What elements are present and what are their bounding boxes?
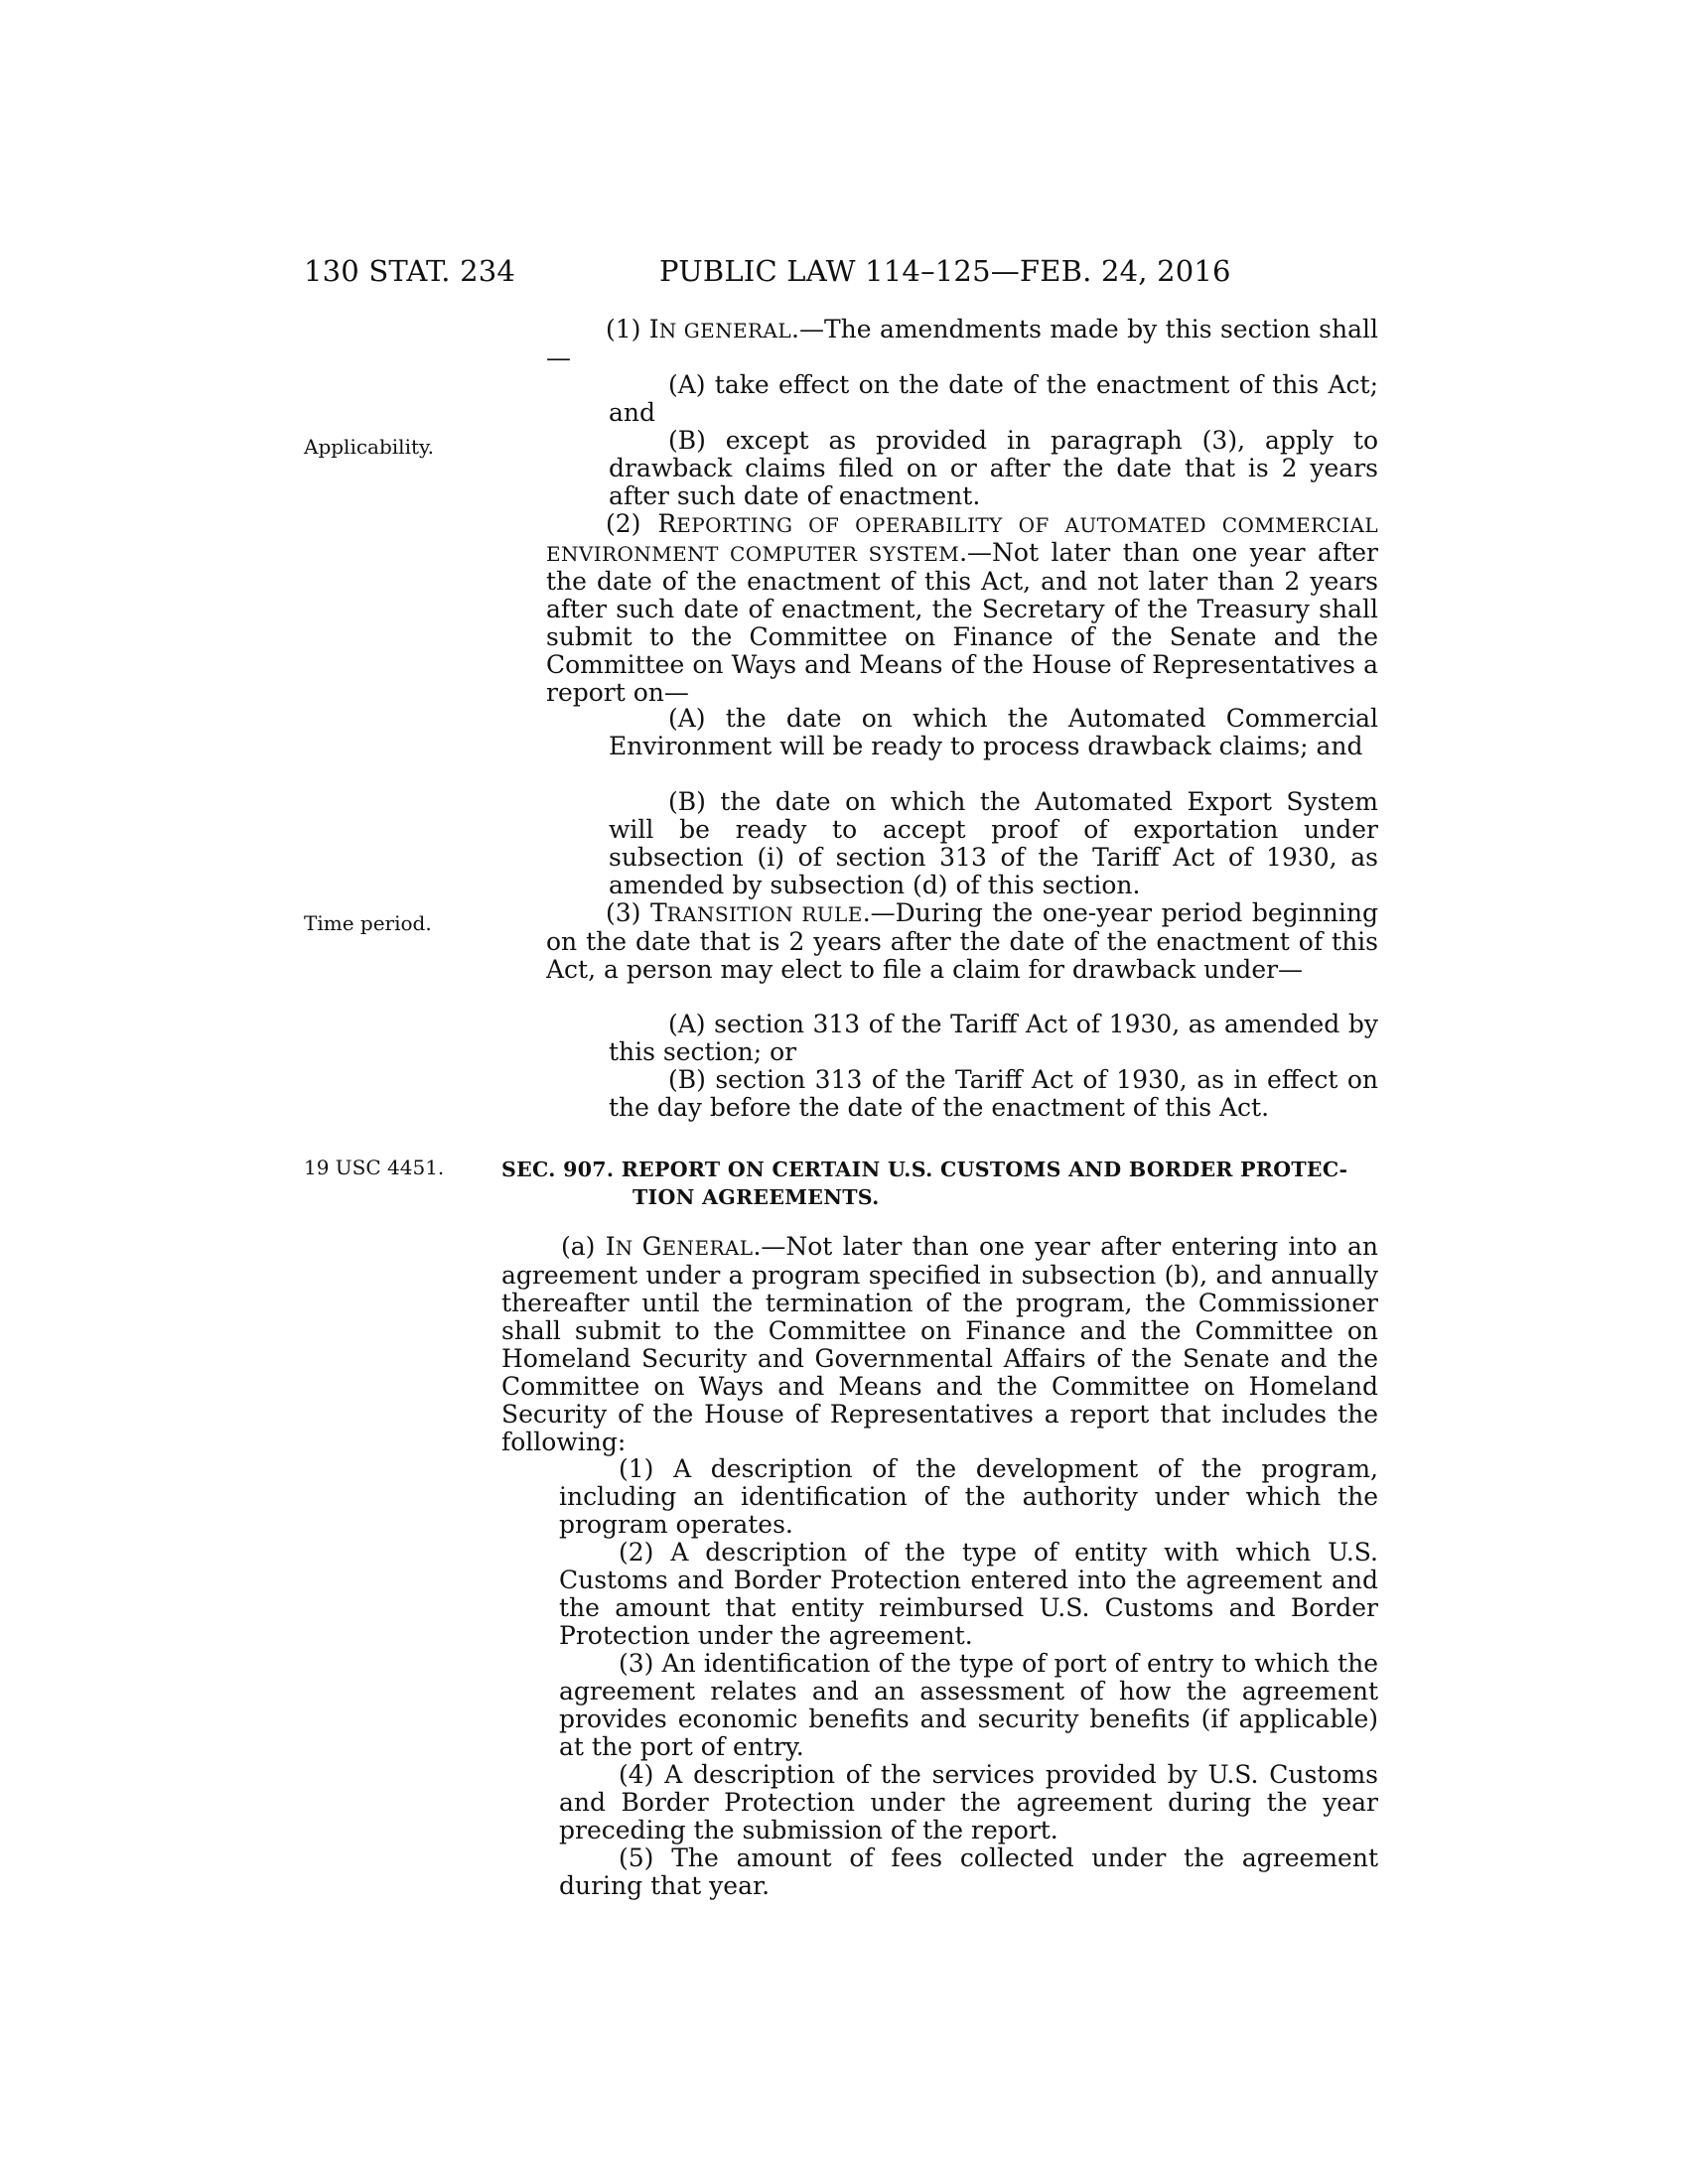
margin-note-time-period: Time period.: [304, 911, 432, 935]
paragraph-number: (1): [606, 315, 649, 343]
paragraph-heading: N GENERAL: [658, 319, 792, 342]
paragraph-2-reporting: [546, 510, 1378, 707]
page-stat-citation: 130 STAT. 234: [304, 254, 516, 288]
paragraph-heading-initial: R: [657, 509, 677, 538]
margin-note-applicability: Applicability.: [304, 435, 434, 459]
list-item-3: (3) An identification of the type of port of entry to which the agreement relates and an assessment of how the agreement provides economic benefits and security benefits (if applicable) at the port of entry.: [559, 1649, 1378, 1761]
paragraph-heading: EPORTING OF OPERABILITY OF AUTOMATED COMMERCIAL ENVIRONMENT COMPUTER SYSTEM: [546, 513, 1378, 566]
subparagraph-1b: (B) except as provided in paragraph (3), apply to drawback claims filed on or after the date that is 2 years after such date of enactment.: [609, 426, 1378, 510]
list-item-5: (5) The amount of fees collected under the agreement during that year.: [559, 1843, 1378, 1900]
paragraph-text: .—The amendments made by this section shall—: [546, 315, 1379, 372]
paragraph-heading-initial: I: [648, 315, 659, 343]
subparagraph-1a: (A) take effect on the date of the enactment of this Act; and: [609, 370, 1378, 427]
subsection-heading-part-1: N: [615, 1236, 642, 1260]
running-header-law: PUBLIC LAW 114–125—FEB. 24, 2016: [659, 254, 1231, 288]
subsection-number: (a): [561, 1232, 606, 1261]
paragraph-heading-initial: T: [649, 898, 667, 927]
section-heading-line-2: TION AGREEMENTS.: [633, 1185, 880, 1209]
subparagraph-3b: (B) section 313 of the Tariff Act of 1930, as in effect on the day before the date of the enactment of this Act.: [609, 1065, 1378, 1122]
list-item-2: (2) A description of the type of entity with which U.S. Customs and Border Protection entered into the agreement and the amount that entity reimbursed U.S. Customs and Border Protection under the agreement.: [559, 1538, 1378, 1650]
subsection-a-in-general: [501, 1233, 1378, 1456]
margin-note-usc: 19 USC 4451.: [304, 1156, 445, 1179]
subsection-heading-initial-2: G: [641, 1232, 662, 1261]
subsection-heading-part-2: ENERAL: [661, 1236, 754, 1260]
paragraph-3-transition-rule: [546, 899, 1378, 984]
subsection-text: .—Not later than one year after entering into an agreement under a program specified in subsection (b), and annually thereafter until the termination of the program, the Commissioner shall submit to the Committee on Finance and the Committee on Homeland Security and Governmental Affairs of the Senate and the Committee on Ways and Means and the Committee on Homeland Security of the House of Representatives a report that includes the following:: [501, 1232, 1378, 1456]
paragraph-number: (2): [606, 509, 658, 538]
section-heading-line-1: SEC. 907. REPORT ON CERTAIN U.S. CUSTOMS AND BORDER PROTEC-: [501, 1158, 1348, 1181]
subparagraph-2a: (A) the date on which the Automated Commercial Environment will be ready to process drawback claims; and: [609, 704, 1378, 760]
subsection-heading-initial: I: [605, 1232, 616, 1261]
paragraph-text: .—Not later than one year after the date of the enactment of this Act, and not later than 2 years after such date of enactment, the Secretary of the Treasury shall submit to the Committee on Finance of the Senate and the Committee on Ways and Means of the House of Representatives a report on—: [546, 538, 1378, 707]
paragraph-1-in-general: [487, 316, 1378, 372]
list-item-1: (1) A description of the development of the program, including an identification of the authority under which the program operates.: [559, 1454, 1378, 1539]
paragraph-heading: RANSITION RULE: [666, 902, 863, 926]
paragraph-number: (3): [606, 898, 650, 927]
subparagraph-2b: (B) the date on which the Automated Export System will be ready to accept proof of exportation under subsection (i) of section 313 of the Tariff Act of 1930, as amended by subsection (d) of this section.: [609, 787, 1378, 899]
paragraph-text: .—During the one-year period beginning on the date that is 2 years after the date of the enactment of this Act, a person may elect to file a claim for drawback under—: [546, 898, 1378, 984]
subparagraph-3a: (A) section 313 of the Tariff Act of 1930, as amended by this section; or: [609, 1010, 1378, 1066]
section-907-heading: [501, 1156, 1378, 1211]
list-item-4: (4) A description of the services provided by U.S. Customs and Border Protection under the agreement during the year preceding the submission of the report.: [559, 1760, 1378, 1844]
